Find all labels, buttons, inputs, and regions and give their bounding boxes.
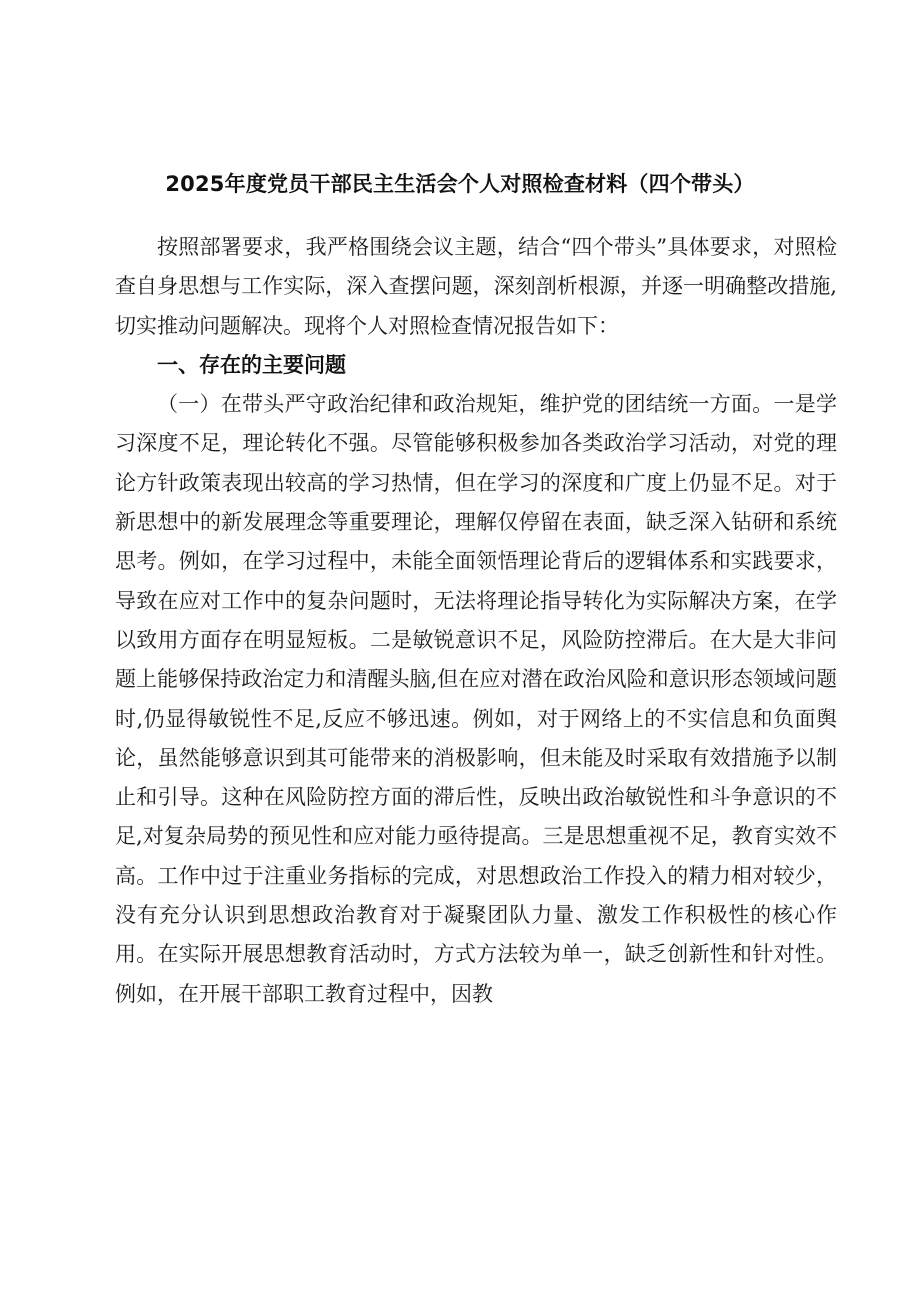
document-title: 2025年度党员干部民主生活会个人对照检查材料（四个带头） xyxy=(165,172,755,196)
section-heading-problems: 一、存在的主要问题 xyxy=(157,352,346,377)
intro-paragraph: 按照部署要求，我严格围绕会议主题，结合“四个带头”具体要求，对照检查自身思想与工作实际，深入查摆问题，深刻剖析根源，并逐一明确整改措施,切实推动问题解决。现将个人对照检查情况报告如下： xyxy=(115,235,837,338)
problems-paragraph: （一）在带头严守政治纪律和政治规矩，维护党的团结统一方面。一是学习深度不足，理论转化不强。尽管能够积极参加各类政治学习活动，对党的理论方针政策表现出较高的学习热情，但在学习的深度和广度上仍显不足。对于新思想中的新发展理念等重要理论，理解仅停留在表面，缺乏深入钻研和系统思考。例如，在学习过程中，未能全面领悟理论背后的逻辑体系和实践要求，导致在应对工作中的复杂问题时，无法将理论指导转化为实际解决方案，在学以致用方面存在明显短板。二是敏锐意识不足，风险防控滞后。在大是大非问题上能够保持政治定力和清醒头脑,但在应对潜在政治风险和意识形态领域问题时,仍显得敏锐性不足,反应不够迅速。例如，对于网络上的不实信息和负面舆论，虽然能够意识到其可能带来的消极影响，但未能及时采取有效措施予以制止和引导。这种在风险防控方面的滞后性，反映出政治敏锐性和斗争意识的不足,对复杂局势的预见性和应对能力亟待提高。三是思想重视不足，教育实效不高。工作中过于注重业务指标的完成，对思想政治工作投入的精力相对较少，没有充分认识到思想政治教育对于凝聚团队力量、激发工作积极性的核心作用。在实际开展思想教育活动时，方式方法较为单一，缺乏创新性和针对性。例如，在开展干部职工教育过程中，因教 xyxy=(115,392,837,1006)
document-body xyxy=(115,228,837,1014)
